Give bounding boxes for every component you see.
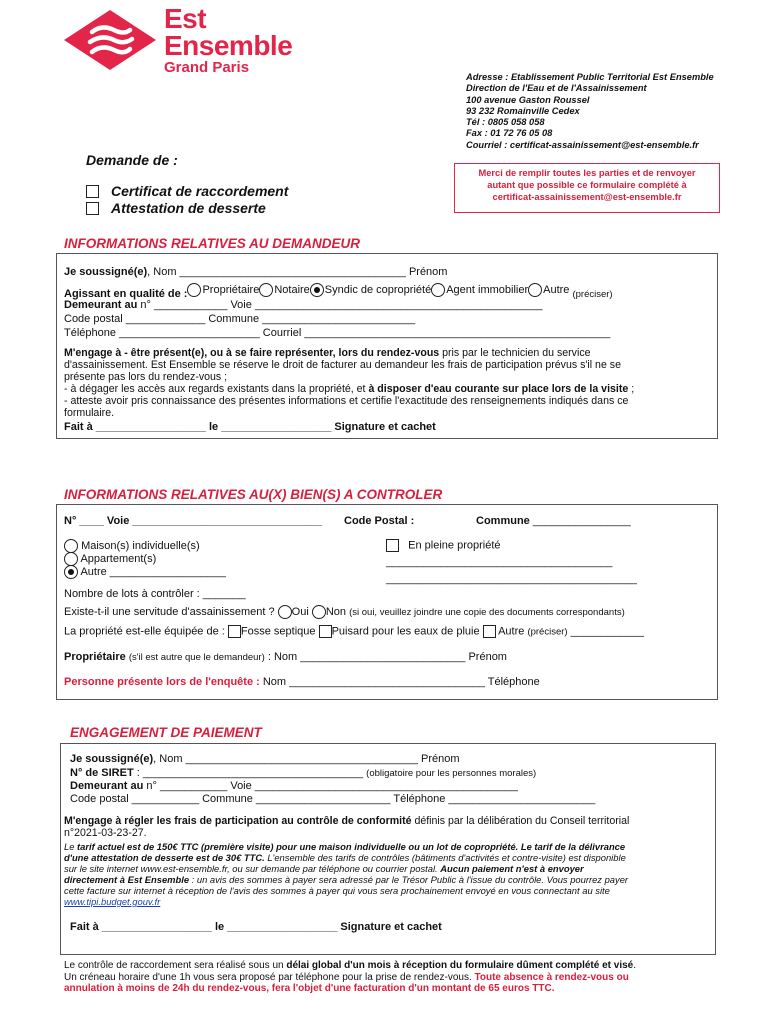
radio-agent[interactable]	[431, 283, 445, 297]
text: M'engage à régler les frais de participation au contrôle de conformité	[64, 815, 412, 827]
option-certificat-label: Certificat de raccordement	[111, 183, 289, 199]
note: (obligatoire pour les personnes morales)	[366, 768, 537, 779]
address-line: Adresse : Etablissement Public Territorial Est Ensemble	[466, 72, 714, 82]
demeurant-row[interactable]	[64, 299, 542, 311]
label: Fosse septique	[240, 625, 316, 638]
label: Je soussigné(e)	[70, 753, 154, 765]
brand-line3: Grand Paris	[164, 59, 250, 77]
text: cette facture sur internet à réception de l'avis des sommes à payer qui vous sera prochainement envoyé en vous connectant au site	[64, 885, 610, 896]
tipi-link[interactable]: www.tipi.budget.gouv.fr	[64, 896, 161, 907]
text: - atteste avoir pris connaissance des présentes informations et certifie l'exactitude des renseignements indiqués dans ce	[64, 395, 629, 407]
notice-box	[454, 163, 720, 213]
personne-row[interactable]	[64, 676, 540, 688]
qualite-label: Agissant en qualité de :	[64, 288, 188, 300]
text: pris par le technicien du service	[439, 347, 591, 359]
option-certificat[interactable]	[86, 183, 288, 199]
address-line: Courriel : certificat-assainissement@est-ensemble.fr	[466, 139, 699, 150]
radio-autre-type[interactable]	[64, 565, 78, 579]
field-line: ________________	[529, 515, 631, 527]
blank-line: _________________________________________	[386, 573, 637, 585]
field-line: Nom ________________________________ Téléphone	[259, 676, 540, 688]
telephone-row[interactable]: Téléphone _______________________ Courriel __________________________________________________	[64, 327, 611, 339]
radio-autre[interactable]	[528, 283, 542, 297]
text: M'engage à - être présent(e), ou à se faire représenter, lors du rendez-vous	[64, 347, 440, 359]
label: Notaire	[274, 284, 310, 296]
text: tarif actuel est de 150€ TTC (première visite) pour une maison individuelle ou un lot de copropriété. Le tarif de la délivrance	[77, 841, 626, 852]
label: Existe-t-il une servitude d'assainissement ?	[64, 605, 275, 618]
pleine-propriete[interactable]	[386, 539, 501, 552]
text: Toute absence à rendez-vous ou	[474, 971, 629, 983]
biens-codepostal[interactable]	[344, 515, 414, 527]
siret-row[interactable]	[70, 767, 536, 779]
text: - à dégager les accès aux regards existants dans la propriété, et	[64, 383, 369, 395]
label: (préciser)	[527, 626, 568, 638]
blank-line: _____________________________________	[386, 556, 613, 568]
fait-row-1[interactable]: Fait à __________________ le __________________ Signature et cachet	[64, 421, 436, 433]
checkbox-puisard[interactable]	[319, 625, 332, 638]
label: Personne présente lors de l'enquête :	[64, 676, 260, 688]
checkbox-fosse[interactable]	[228, 625, 241, 638]
brand-line1: Est	[164, 3, 207, 34]
text: Un créneau horaire d'une 1h vous sera proposé par téléphone pour la prise de rendez-vous.	[64, 971, 475, 983]
section-biens-frame	[56, 504, 718, 700]
address-block	[466, 72, 714, 151]
text: L'ensemble des tarifs de contrôles (bâtiments d'activités et contre-visite) est disponible	[264, 852, 626, 863]
text: Aucun paiement n'est à envoyer	[440, 863, 584, 874]
field-line: n° ___________ Voie ___________________________________________	[143, 780, 518, 792]
radio-appartement[interactable]	[64, 552, 78, 566]
label: Autre	[543, 284, 570, 296]
address-line: 100 avenue Gaston Roussel	[466, 94, 590, 105]
text: n°2021-03-23-27.	[64, 827, 147, 839]
label: Agent immobilier	[446, 284, 529, 296]
demandeur-nom-row[interactable]	[64, 266, 447, 278]
tarif-text	[64, 841, 714, 907]
label: Autre ___________________	[80, 565, 227, 578]
address-line: 93 232 Romainville Cedex	[466, 105, 580, 116]
field-line: : ____________________________________	[133, 767, 364, 779]
field-line: ____________	[567, 625, 645, 638]
label: Puisard pour les eaux de pluie	[331, 625, 480, 638]
address-line: Tél : 0805 058 058	[466, 117, 545, 128]
radio-notaire[interactable]	[259, 283, 273, 297]
type-appartement[interactable]	[64, 552, 156, 566]
brand-logo	[164, 3, 293, 77]
nombre-lots[interactable]: Nombre de lots à contrôler : _______	[64, 588, 246, 600]
label: Syndic de copropriété	[324, 284, 432, 296]
notice-line: autant que possible ce formulaire complété à	[487, 180, 687, 190]
label: Demeurant au	[64, 299, 138, 311]
paiement-nom-row[interactable]	[70, 753, 460, 765]
section-biens-title: INFORMATIONS RELATIVES AU(X) BIEN(S) A CONTROLER	[64, 487, 443, 502]
text: définis par la délibération du Conseil territorial	[411, 815, 630, 827]
label: Maison(s) individuelle(s)	[81, 539, 200, 552]
address-line: Direction de l'Eau et de l'Assainissement	[466, 83, 647, 94]
type-maison[interactable]	[64, 539, 200, 553]
section-paiement-title: ENGAGEMENT DE PAIEMENT	[70, 725, 262, 740]
footer-text	[64, 960, 714, 995]
label: N° de SIRET	[70, 767, 134, 779]
text: sur le site internet www.est-ensemble.fr, ou sur demande par téléphone ou courrier postal.	[64, 863, 441, 874]
label: Oui	[291, 605, 309, 618]
label: Propriétaire	[64, 651, 126, 663]
label: Propriétaire	[202, 284, 260, 296]
field-line: N° ____ Voie _______________________________	[64, 515, 323, 527]
text: d'assainissement. Est Ensemble se réserve le droit de facturer au demandeur les frais de participation prévus s'il ne se	[64, 359, 621, 371]
label: Autre	[498, 625, 525, 638]
radio-proprietaire[interactable]	[187, 283, 201, 297]
field-line: , Nom _____________________________________ Prénom	[147, 266, 448, 278]
proprietaire-row[interactable]	[64, 651, 507, 663]
checkbox-pleine[interactable]	[386, 539, 399, 552]
option-attestation[interactable]	[86, 200, 266, 216]
text: : un avis des sommes à payer sera adressé par le Trésor Public à l'issue du contrôle. Vous pourrez payer	[189, 874, 629, 885]
label: Je soussigné(e)	[64, 266, 148, 278]
text: directement à Est Ensemble	[64, 874, 190, 885]
logo-icon	[62, 8, 158, 72]
radio-oui[interactable]	[278, 605, 292, 619]
label: En pleine propriété	[408, 539, 501, 552]
text: Le	[64, 841, 78, 852]
codepostal-row[interactable]: Code postal _____________ Commune _________________________	[64, 313, 416, 325]
notice-line: certificat-assainissement@est-ensemble.fr	[492, 192, 682, 202]
label: Appartement(s)	[80, 552, 157, 565]
option-attestation-label: Attestation de desserte	[111, 200, 266, 216]
note: (s'il est autre que le demandeur)	[128, 652, 265, 663]
fait-row-2[interactable]: Fait à __________________ le __________________ Signature et cachet	[70, 921, 442, 933]
biens-commune[interactable]	[476, 515, 631, 527]
engagement-text	[64, 347, 710, 419]
address-line: Fax : 01 72 76 05 08	[466, 128, 553, 139]
text: formulaire.	[64, 407, 115, 419]
checkbox-certificat[interactable]	[86, 185, 99, 198]
servitude-row	[64, 605, 625, 619]
label: La propriété est-elle équipée de :	[64, 625, 225, 638]
field-line: , Nom ______________________________________ Prénom	[153, 753, 460, 765]
checkbox-autre-equipement[interactable]	[483, 625, 496, 638]
label: Demeurant au	[70, 780, 144, 792]
text: délai global d'un mois à réception du formulaire dûment complété et visé	[286, 960, 634, 971]
demande-title: Demande de :	[86, 152, 178, 168]
radio-syndic[interactable]	[310, 283, 324, 297]
radio-maison[interactable]	[64, 539, 78, 553]
text: à disposer d'eau courante sur place lors de la visite	[368, 383, 629, 395]
qualite-row	[64, 283, 613, 300]
notice-line: Merci de remplir toutes les parties et de renvoyer	[478, 168, 696, 178]
label: Code Postal :	[344, 515, 415, 527]
section-demandeur-title: INFORMATIONS RELATIVES AU DEMANDEUR	[64, 236, 360, 251]
equipement-row	[64, 625, 644, 638]
text: ;	[628, 383, 635, 395]
label: (préciser)	[572, 289, 613, 300]
paiement-codepostal-row[interactable]: Code postal ___________ Commune ______________________ Téléphone ________________________	[70, 793, 596, 805]
note: (si oui, veuillez joindre une copie des documents correspondants)	[349, 606, 625, 618]
text: .	[633, 960, 637, 971]
field-line: n° ____________ Voie _______________________________________________	[137, 299, 543, 311]
text: Le contrôle de raccordement sera réalisé sous un	[64, 960, 287, 971]
checkbox-attestation[interactable]	[86, 202, 99, 215]
text: présente pas lors du rendez-vous ;	[64, 371, 228, 383]
text: annulation à moins de 24h du rendez-vous, fera l'objet d'une facturation d'un montant de 65 euros TTC.	[64, 983, 555, 994]
label: Commune	[476, 515, 530, 527]
radio-non[interactable]	[312, 605, 326, 619]
text: d'une attestation de desserte est de 30€ TTC.	[64, 852, 265, 863]
biens-voie-row[interactable]	[64, 515, 322, 527]
field-line: : Nom ___________________________ Prénom	[267, 651, 507, 663]
paiement-text	[64, 815, 710, 839]
label: Non	[325, 605, 347, 618]
brand-line2: Ensemble	[164, 29, 293, 61]
paiement-demeurant-row[interactable]	[70, 780, 518, 792]
type-autre[interactable]	[64, 565, 226, 579]
